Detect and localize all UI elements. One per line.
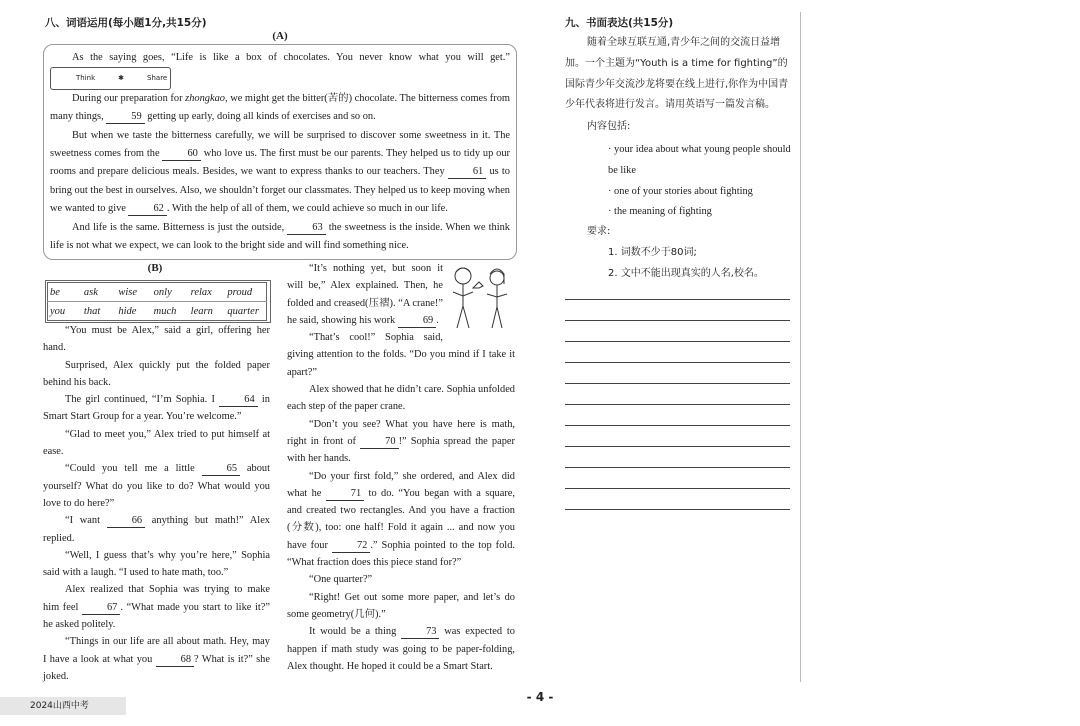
b-paragraph-5: “Could you tell me a little 65 about yourself? What do you like to do? What would you love to do here?” [43, 463, 270, 509]
word-bank-table [47, 282, 267, 321]
blank-71[interactable]: 71 [326, 488, 364, 501]
writing-line[interactable] [565, 488, 790, 489]
writing-line[interactable] [565, 320, 790, 321]
writing-line[interactable] [565, 446, 790, 447]
word-bank-row [48, 302, 267, 321]
writing-line[interactable] [565, 404, 790, 405]
b2-paragraph-4: “Don’t you see? What you have here is math, right in front of 70 !” Sophia spread the paper with her hands. [287, 418, 515, 465]
bullet-2: · one of your stories about fighting [608, 185, 753, 197]
word-bank-word: much [153, 305, 177, 317]
b-paragraph-4: “Glad to meet you,” Alex tried to put himself at ease. [43, 428, 270, 458]
requirement-1: 1. 词数不少于80词; [608, 247, 697, 258]
b-paragraph-7: “Well, I guess that’s why you’re here,” Sophia said with a laugh. “I used to hate math, too.” [43, 549, 270, 579]
passage-a-paragraph-2: During our preparation for zhongkao, we might get the bitter(苦的) chocolate. The bitterness comes from many things, 59 getting up early, doing all kinds of exercises and so on. [50, 92, 511, 123]
blank-68[interactable]: 68 [156, 654, 194, 667]
passage-a-paragraph-4: And life is the same. Bitterness is just the outside, 63 the sweetness is the inside. When we think life is not what we expect, we can look to the bright side and will find something nice. [50, 221, 510, 252]
b-paragraph-6: “I want 66 anything but math!” Alex replied. [43, 515, 270, 544]
b2-paragraph-2: “That’s cool!” Sophia said, giving attention to the folds. “Do you mind if I take it apart?” [287, 332, 515, 378]
passage-a-paragraph-1: As the saying goes, “Life is like a box of chocolates. You never know what you will get.” Think ✱ Share [50, 49, 510, 90]
word-bank-word: that [83, 305, 101, 317]
b2-paragraph-8: It would be a thing 73 was expected to happen if math study was going to be paper-folding, Alex thought. He hoped it could be a Smart Start. [287, 626, 515, 672]
two-kids-illustration [447, 262, 515, 334]
part-b-label: (B) [147, 262, 163, 274]
word-bank-word: be [48, 283, 82, 302]
passage-b-column-1 [43, 322, 270, 685]
blank-62[interactable]: 62 [128, 203, 166, 216]
blank-61[interactable]: 61 [448, 166, 486, 179]
word-bank-word: learn [190, 305, 213, 317]
b2-paragraph-6: “One quarter?” [309, 574, 373, 586]
writing-prompt: 随着全球互联互通,青少年之间的交流日益增加。一个主题为“Youth is a time for fighting”的国际青少年交流沙龙将要在线上进行,你作为中国青少年代表将进行发言。请用英语写一篇发言稿。 [565, 37, 789, 111]
word-bank [45, 280, 271, 323]
word-bank-word: only [152, 283, 189, 302]
section-title-vocab: 八、词语运用(每小题1分,共15分) [45, 17, 207, 29]
blank-73[interactable]: 73 [401, 626, 439, 639]
writing-line[interactable] [565, 425, 790, 426]
writing-line[interactable] [565, 467, 790, 468]
b2-paragraph-7: “Right! Get out some more paper, and let’s do some geometry(几何).” [287, 591, 515, 620]
passage-a-paragraph-3: But when we taste the bitterness carefully, we will be surprised to discover some sweetness in it. The sweetness comes from the 60 who love us. The first must be our parents. They helped us to tidy up our rooms and prepare delicious meals. Besides, we want to express thanks to our teachers. They 61 us to bring out the best in ourselves. Also, we shouldn’t forget our classmates. They helped us to keep moving when we wanted to give 62 . With the help of all of them, we could achieve so much in our life. [50, 129, 510, 215]
blank-65[interactable]: 65 [202, 463, 240, 476]
writing-line[interactable] [565, 341, 790, 342]
blank-66[interactable]: 66 [107, 515, 145, 528]
passage-a-box [43, 44, 517, 260]
blank-70[interactable]: 70 [360, 436, 398, 449]
blank-69[interactable]: 69 [398, 315, 436, 328]
think-share-badge: Think ✱ Share [50, 67, 171, 89]
bullet-3: · the meaning of fighting [608, 206, 712, 218]
column-divider [800, 12, 801, 682]
blank-59[interactable]: 59 [106, 111, 144, 124]
requirement-2: 2. 文中不能出现真实的人名,校名。 [608, 268, 764, 279]
blank-67[interactable]: 67 [82, 602, 120, 615]
b2-paragraph-5: “Do your first fold,” she ordered, and Alex did what he 71 to do. “You began with a square, and created two rectangles. And you have a fraction (分数), too: one half! Fold it again ... and now you have four 72 .” Sophia pointed to the top fold. “What fraction does this piece stand for?” [287, 470, 515, 569]
content-bullets [608, 140, 792, 223]
blank-72[interactable]: 72 [332, 540, 370, 553]
section-title-writing: 九、书面表达(共15分) [565, 17, 674, 29]
part-a-label: (A) [272, 30, 288, 42]
blank-60[interactable]: 60 [162, 148, 200, 161]
writing-line[interactable] [565, 299, 790, 300]
word-bank-word: wise [116, 283, 151, 302]
b-paragraph-9: “Things in our life are all about math. Hey, may I have a look at what you 68 ? What is it?” she joked. [43, 636, 270, 682]
writing-line[interactable] [565, 362, 790, 363]
passage-b-column-2 [287, 260, 515, 675]
b-paragraph-8: Alex realized that Sophia was trying to make him feel 67 . “What made you start to like it?” he asked politely. [43, 584, 270, 631]
word-bank-word: you [50, 305, 66, 317]
word-bank-word: ask [82, 283, 116, 302]
passage-a [50, 49, 510, 255]
requirements-label: 要求: [587, 226, 611, 237]
b2-paragraph-3: Alex showed that he didn’t care. Sophia unfolded each step of the paper crane. [287, 384, 515, 413]
content-label: 内容包括: [587, 121, 631, 132]
word-bank-word: quarter [227, 305, 259, 317]
bullet-1: · your idea about what young people should be like [608, 144, 791, 176]
page-number: - 4 - [526, 690, 554, 704]
word-bank-row [48, 283, 267, 302]
b-paragraph-3: The girl continued, “I’m Sophia. I 64 in Smart Start Group for a year. You’re welcome.” [43, 394, 270, 423]
word-bank-word: hide [118, 305, 137, 317]
b-paragraph-2: Surprised, Alex quickly put the folded paper behind his back. [43, 359, 270, 388]
blank-63[interactable]: 63 [287, 222, 325, 235]
lightbulb-icon: ✱ [118, 74, 125, 83]
b2-paragraph-1: “It’s nothing yet, but soon it will be,” Alex explained. Then, he folded and creased(压褶). “A crane!” he said, showing his work 69 . [287, 263, 443, 326]
word-bank-word: proud [225, 283, 266, 302]
footer-exam-label: 2024山西中考 [0, 697, 126, 715]
writing-line[interactable] [565, 383, 790, 384]
b-paragraph-1: “You must be Alex,” said a girl, offering her hand. [43, 325, 270, 354]
writing-line[interactable] [565, 509, 790, 510]
word-bank-word: relax [189, 283, 226, 302]
blank-64[interactable]: 64 [219, 394, 257, 407]
